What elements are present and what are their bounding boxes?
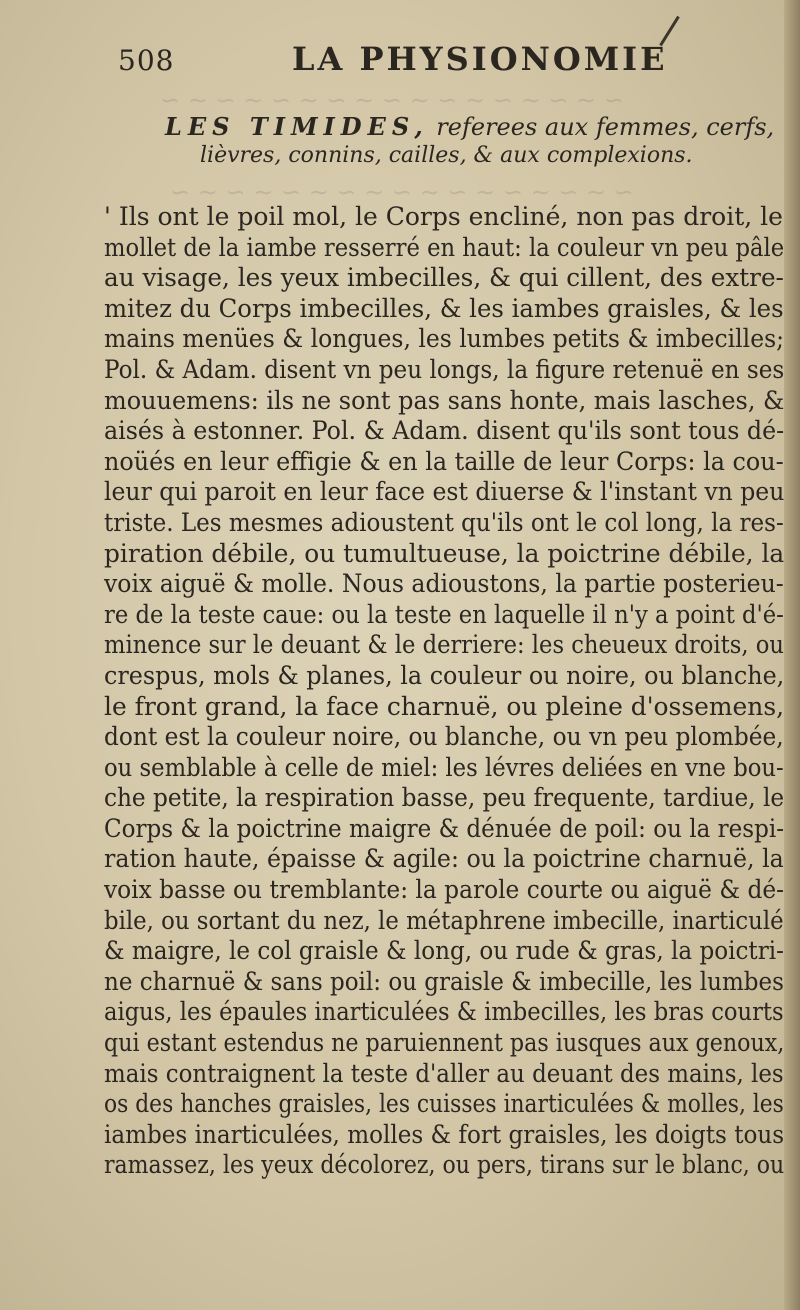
text-line: dont est la couleur noire, ou blanche, ou vn peu plombée, [104, 722, 784, 752]
page-number: 508 [118, 44, 175, 77]
book-spine-shadow [784, 0, 800, 1310]
text-line: mitez du Corps imbecilles, & les iambes graisles, & les [104, 293, 784, 323]
text-line: aigus, les épaules inarticulées & imbecilles, les bras courts [104, 997, 784, 1027]
text-line: le front grand, la face charnuë, ou pleine d'ossemens, [104, 691, 785, 721]
text-line: mollet de la iambe resserré en haut: la couleur vn peu pâle [104, 232, 785, 262]
body-text [104, 202, 784, 1181]
text-line: iambes inarticulées, molles & fort graisles, les doigts tous [104, 1119, 785, 1149]
text-line: bile, ou sortant du nez, le métaphrene imbecille, inarticulé [104, 905, 784, 935]
text-line: au visage, les yeux imbecilles, & qui cillent, des extre- [104, 263, 784, 293]
text-line: triste. Les mesmes adioustent qu'ils ont le col long, la res- [104, 507, 784, 537]
text-line: leur qui paroit en leur face est diuerse & l'instant vn peu [104, 477, 785, 507]
text-line: aisés à estonner. Pol. & Adam. disent qu'ils sont tous dé- [104, 416, 785, 446]
text-line: ' Ils ont le poil mol, le Corps encliné, non pas droit, le [104, 202, 783, 231]
text-line: qui estant estendus ne paruiennent pas iusques aux genoux, [104, 1028, 785, 1058]
show-through-text: ∼ ∽ ∼ ∽ ∼ ∽ ∼ ∽ ∼ ∽ ∼ ∽ ∼ ∽ ∼ ∽ ∼ [160, 86, 624, 114]
text-line: noüés en leur effigie & en la taille de leur Corps: la cou- [104, 446, 784, 476]
section-heading-caps: LES TIMIDES, [165, 112, 429, 141]
text-line: Corps & la poictrine maigre & dénuée de poil: ou la respi- [104, 813, 785, 843]
text-line: voix basse ou tremblante: la parole courte ou aiguë & dé- [104, 875, 785, 905]
text-line: crespus, mols & planes, la couleur ou noire, ou blanche, [104, 660, 785, 690]
section-heading [165, 112, 774, 141]
text-line: os des hanches graisles, les cuisses inarticulées & molles, les [104, 1089, 784, 1119]
show-through-text: ∼ ∽ ∼ ∽ ∼ ∽ ∼ ∽ ∼ ∽ ∼ ∽ ∼ ∽ ∼ ∽ ∼ [170, 178, 634, 206]
section-heading-rest: referees aux femmes, cerfs, [428, 113, 775, 141]
text-line: mais contraignent la teste d'aller au deuant des mains, les [104, 1058, 784, 1088]
section-subheading: lièvres, connins, cailles, & aux complexions. [200, 143, 693, 168]
text-line: mains menües & longues, les lumbes petits & imbecilles; [104, 324, 785, 354]
text-line: piration débile, ou tumultueuse, la poictrine débile, la [104, 538, 785, 568]
text-line: ration haute, épaisse & agile: ou la poictrine charnuë, la [104, 844, 784, 874]
text-line: minence sur le deuant & le derriere: les cheueux droits, ou [104, 630, 784, 660]
text-line: re de la teste caue: ou la teste en laquelle il n'y a point d'é- [104, 599, 784, 629]
text-line: voix aiguë & molle. Nous adioustons, la partie posterieu- [104, 569, 784, 599]
text-line: ne charnuë & sans poil: ou graisle & imbecille, les lumbes [104, 966, 784, 996]
text-line: mouuemens: ils ne sont pas sans honte, mais lasches, & [104, 385, 785, 415]
text-line: ramassez, les yeux décolorez, ou pers, tirans sur le blanc, ou [104, 1150, 785, 1180]
running-head: LA PHYSIONOMIE [292, 40, 668, 78]
text-line: che petite, la respiration basse, peu frequente, tardiue, le [104, 783, 785, 813]
text-line: Pol. & Adam. disent vn peu longs, la figure retenuë en ses [104, 354, 785, 384]
text-line: & maigre, le col graisle & long, ou rude & gras, la poictri- [104, 936, 784, 966]
text-line: ou semblable à celle de miel: les lévres deliées en vne bou- [104, 752, 784, 782]
